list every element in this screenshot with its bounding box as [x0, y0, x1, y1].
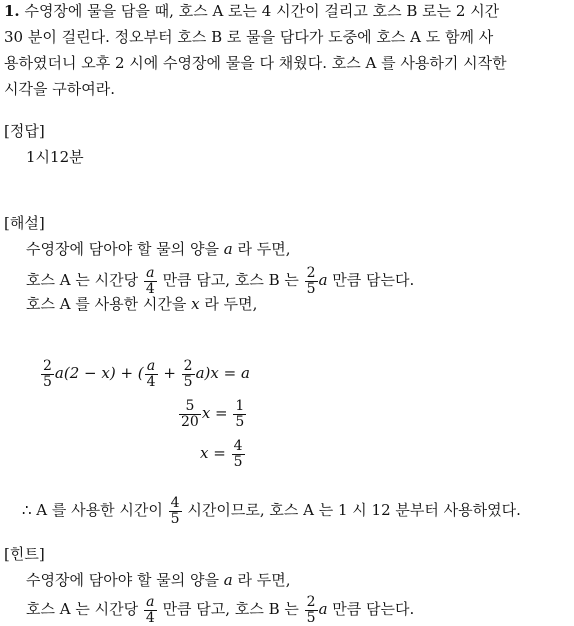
problem-line-2: 30 분이 걸린다. 정오부터 호스 B 로 물을 담다가 도중에 호스 A 도 함께 사	[4, 28, 494, 46]
solution-conclusion: ∴ A 를 사용한 시간이 $\frac{4}{5}$ 시간이므로, 호스 A 는 1 시 12 분부터 사용하였다.	[22, 494, 521, 527]
fraction-1-over-5: $\frac{1}{5}$	[235, 397, 245, 430]
answer-heading: [정답]	[4, 122, 45, 140]
fraction-2-over-5: $\frac{2}{5}$	[43, 357, 52, 390]
hint-heading: [힌트]	[4, 545, 45, 563]
problem-line-3: 용하였더니 오후 2 시에 수영장에 물을 다 채웠다. 호스 A 를 사용하기 시작한	[4, 54, 507, 72]
fraction-a-over-4: $\frac{a}{4}$	[146, 357, 156, 390]
fraction-2-over-5: $\frac{2}{5}$	[306, 264, 316, 297]
problem-number: 1.	[4, 2, 20, 20]
problem-text-1: 수영장에 물을 담을 때, 호스 A 로는 4 시간이 걸리고 호스 B 로는 2 시간	[24, 2, 500, 20]
var-a: a	[223, 240, 233, 258]
solution-line-2: 호스 A 는 시간당 $\frac{a}{4}$ 만큼 담고, 호스 B 는 $\frac{2}{5}$ a 만큼 담는다.	[26, 264, 415, 297]
problem-line-4: 시각을 구하여라.	[4, 80, 115, 98]
fraction-4-over-5: $\frac{4}{5}$	[233, 437, 243, 470]
problem-line-1	[4, 1, 499, 21]
fraction-2-over-5: $\frac{2}{5}$	[183, 357, 193, 390]
fraction-2-over-5: $\frac{2}{5}$	[306, 593, 316, 626]
equation-3: x = $\frac{4}{5}$	[200, 437, 243, 470]
solution-line-1: 수영장에 담아야 할 물의 양을 a 라 두면,	[26, 240, 291, 258]
fraction-4-over-5: $\frac{4}{5}$	[170, 494, 180, 527]
fraction-5-over-20: $\frac{5}{20}$	[181, 397, 199, 430]
hint-line-1: 수영장에 담아야 할 물의 양을 a 라 두면,	[26, 571, 291, 589]
equation-1: $\frac{2}{5}$ a(2 − x) + ( $\frac{a}{4}$ + $\frac{2}{5}$ a)x = a	[43, 357, 250, 390]
fraction-a-over-4: $\frac{a}{4}$	[145, 593, 155, 626]
hint-line-2: 호스 A 는 시간당 $\frac{a}{4}$ 만큼 담고, 호스 B 는 $\frac{2}{5}$ a 만큼 담는다.	[26, 593, 415, 626]
solution-heading: [해설]	[4, 214, 45, 232]
fraction-a-over-4: $\frac{a}{4}$	[145, 264, 155, 297]
equation-2: $\frac{5}{20}$ x = $\frac{1}{5}$	[181, 397, 245, 430]
answer-value: 1시12분	[26, 148, 84, 166]
solution-line-3: 호스 A 를 사용한 시간을 x 라 두면,	[26, 295, 258, 313]
